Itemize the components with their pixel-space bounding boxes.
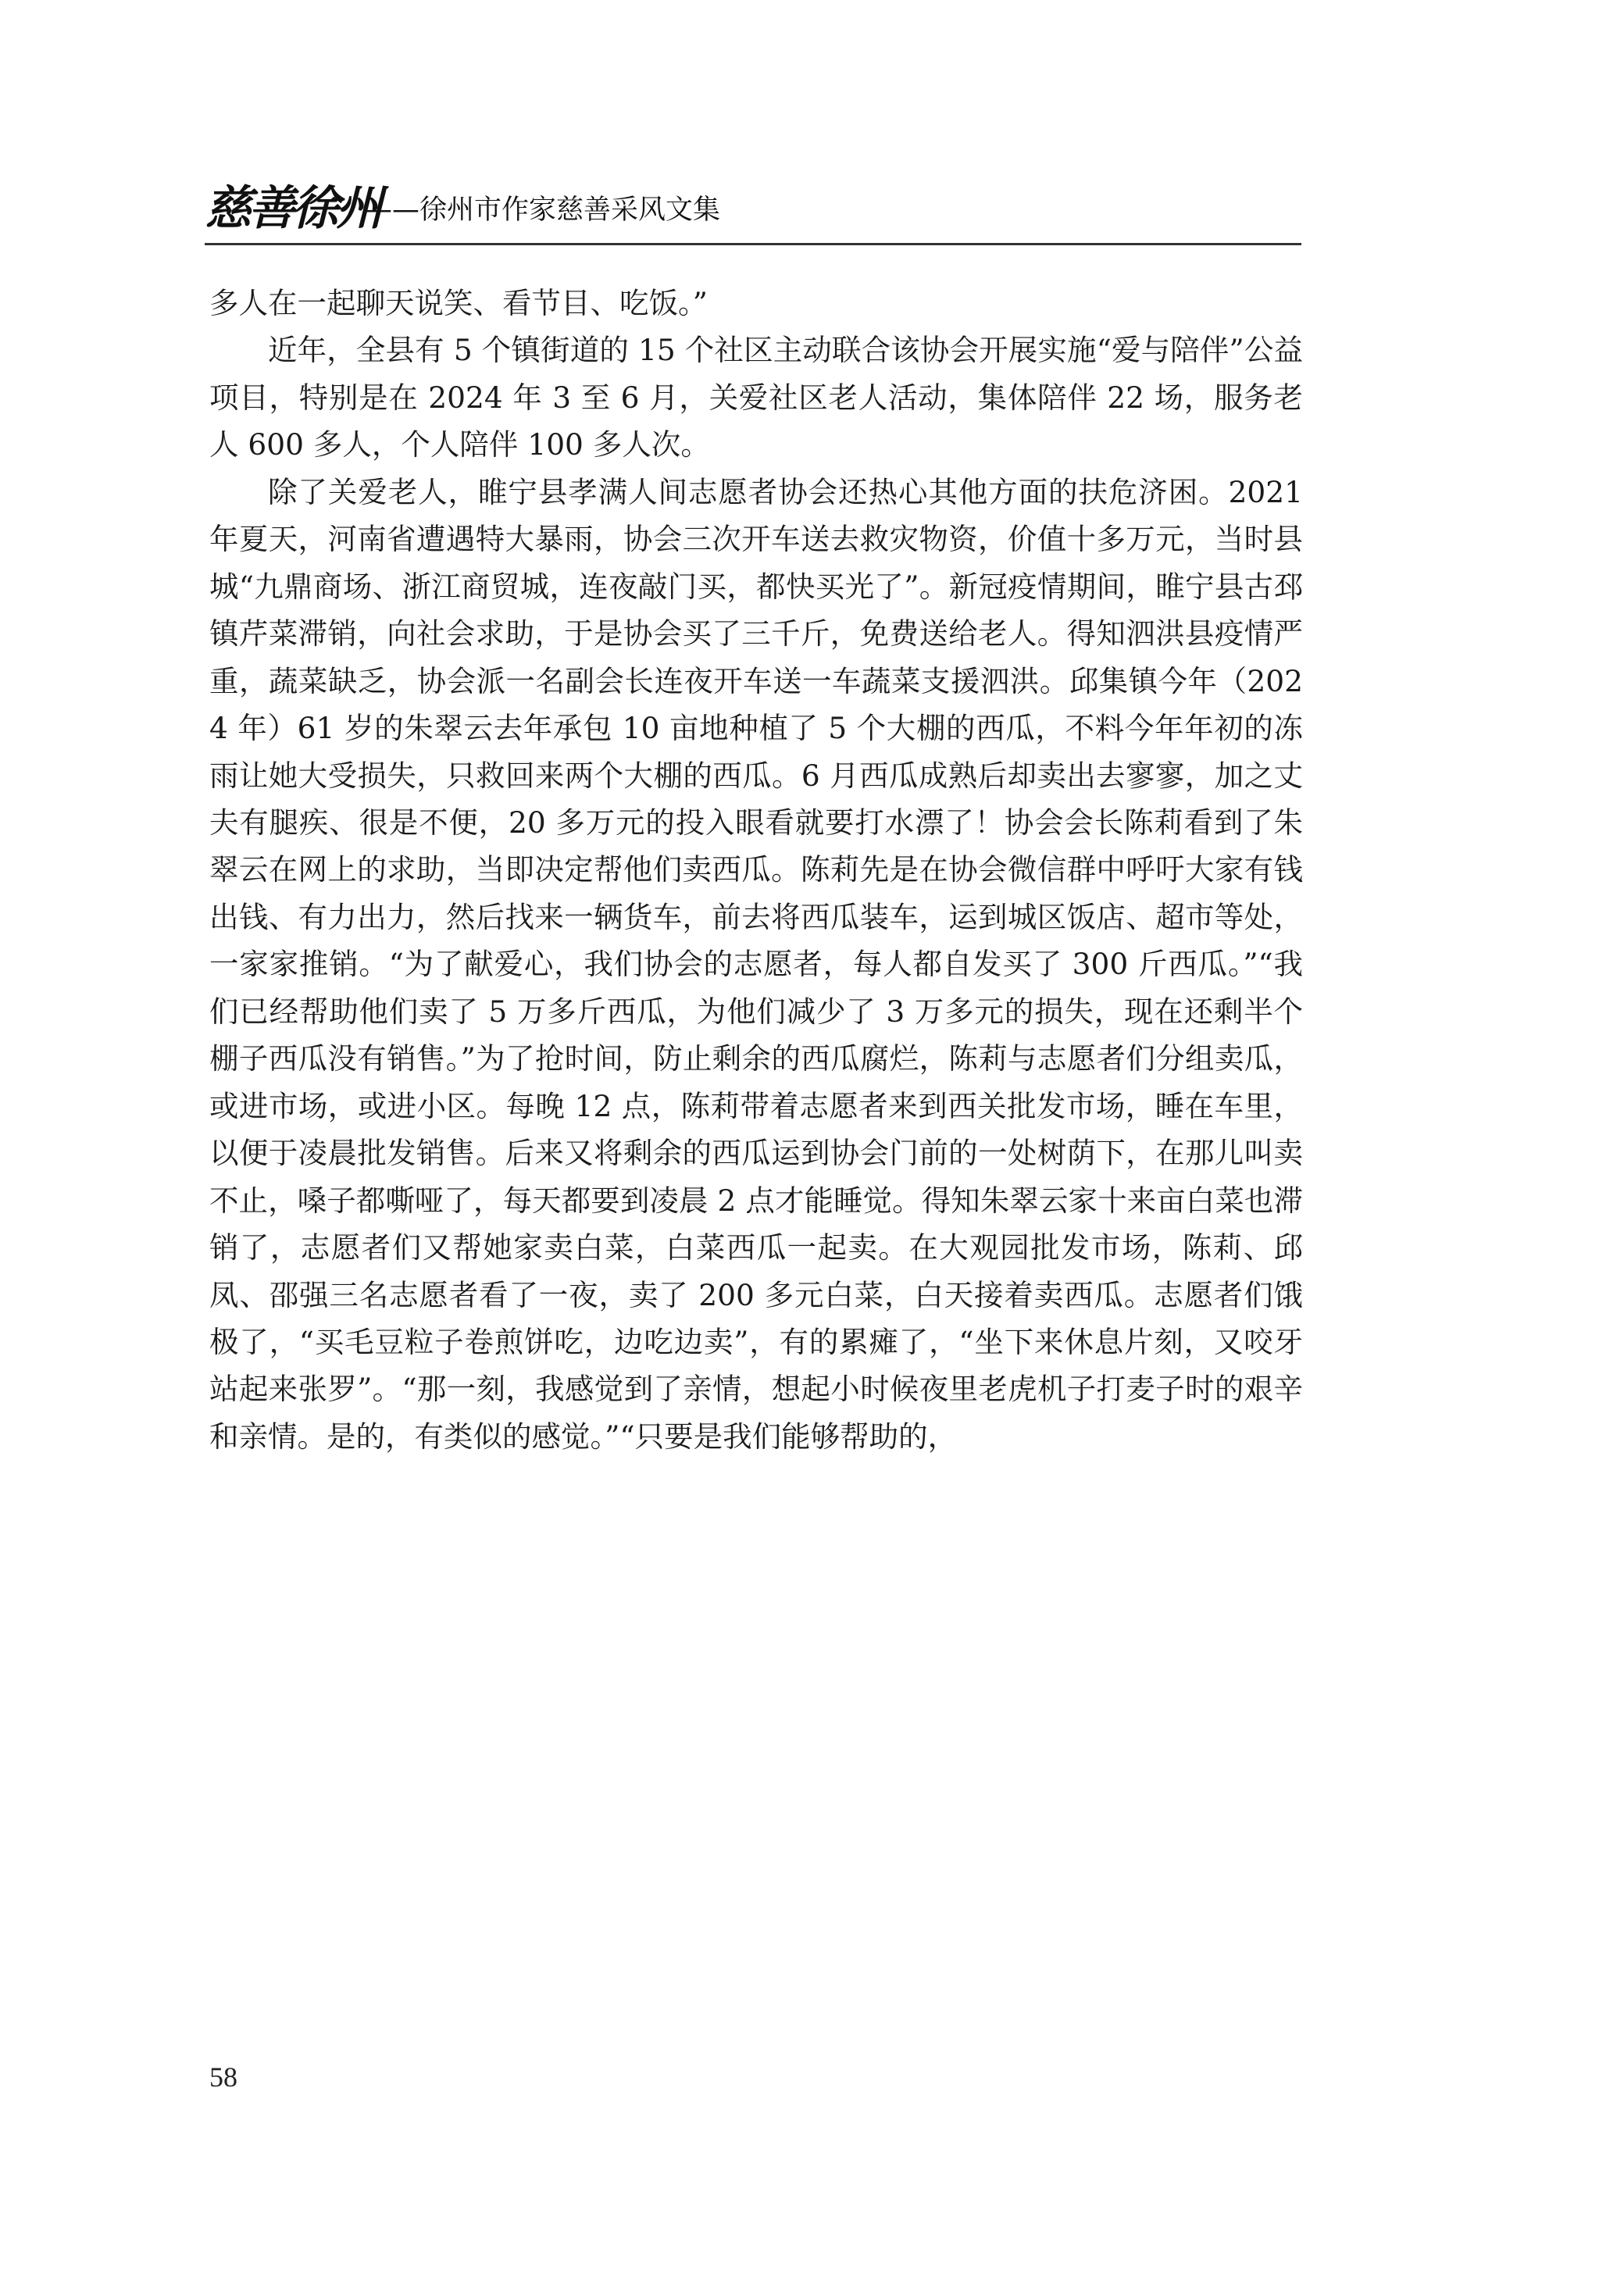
main-text	[209, 280, 1303, 1460]
running-header	[205, 181, 1301, 248]
paragraph: 除了关爱老人，睢宁县孝满人间志愿者协会还热心其他方面的扶危济困。2021 年夏天，河南省遭遇特大暴雨，协会三次开车送去救灾物资，价值十多万元，当时县城“九鼎商场、浙江商贸城，连夜敲门买，都快买光了”。新冠疫情期间，睢宁县古邳镇芹菜滞销，向社会求助，于是协会买了三千斤，免费送给老人。得知泗洪县疫情严重，蔬菜缺乏，协会派一名副会长连夜开车送一车蔬菜支援泗洪。邱集镇今年（2024 年）61 岁的朱翠云去年承包 10 亩地种植了 5 个大棚的西瓜，不料今年年初的冻雨让她大受损失，只救回来两个大棚的西瓜。6 月西瓜成熟后却卖出去寥寥，加之丈夫有腿疾、很是不便，20 多万元的投入眼看就要打水漂了！协会会长陈莉看到了朱翠云在网上的求助，当即决定帮他们卖西瓜。陈莉先是在协会微信群中呼吁大家有钱出钱、有力出力，然后找来一辆货车，前去将西瓜装车，运到城区饭店、超市等处，一家家推销。“为了献爱心，我们协会的志愿者，每人都自发买了 300 斤西瓜。”“我们已经帮助他们卖了 5 万多斤西瓜，为他们减少了 3 万多元的损失，现在还剩半个棚子西瓜没有销售。”为了抢时间，防止剩余的西瓜腐烂，陈莉与志愿者们分组卖瓜，或进市场，或进小区。每晚 12 点，陈莉带着志愿者来到西关批发市场，睡在车里，以便于凌晨批发销售。后来又将剩余的西瓜运到协会门前的一处树荫下，在那儿叫卖不止，嗓子都嘶哑了，每天都要到凌晨 2 点才能睡觉。得知朱翠云家十来亩白菜也滞销了，志愿者们又帮她家卖白菜，白菜西瓜一起卖。在大观园批发市场，陈莉、邱凤、邵强三名志愿者看了一夜，卖了 200 多元白菜，白天接着卖西瓜。志愿者们饿极了，“买毛豆粒子卷煎饼吃，边吃边卖”，有的累瘫了，“坐下来休息片刻，又咬牙站起来张罗”。“那一刻，我感觉到了亲情，想起小时候夜里老虎机子打麦子时的艰辛和亲情。是的，有类似的感觉。”“只要是我们能够帮助的，	[209, 474, 1303, 1454]
book-title-calligraphy: 慈善徐州	[205, 181, 380, 236]
book-subtitle: ——徐州市作家慈善采风文集	[365, 195, 721, 226]
header-divider	[205, 243, 1301, 245]
paragraph: 近年，全县有 5 个镇街道的 15 个社区主动联合该协会开展实施“爱与陪伴”公益项目，特别是在 2024 年 3 至 6 月，关爱社区老人活动，集体陪伴 22 场，服务老人 600 多人，个人陪伴 100 多人次。	[209, 333, 1303, 462]
paragraph-continuation: 多人在一起聊天说笑、看节目、吃饭。”	[209, 286, 708, 320]
page-number: 58	[209, 2061, 237, 2093]
